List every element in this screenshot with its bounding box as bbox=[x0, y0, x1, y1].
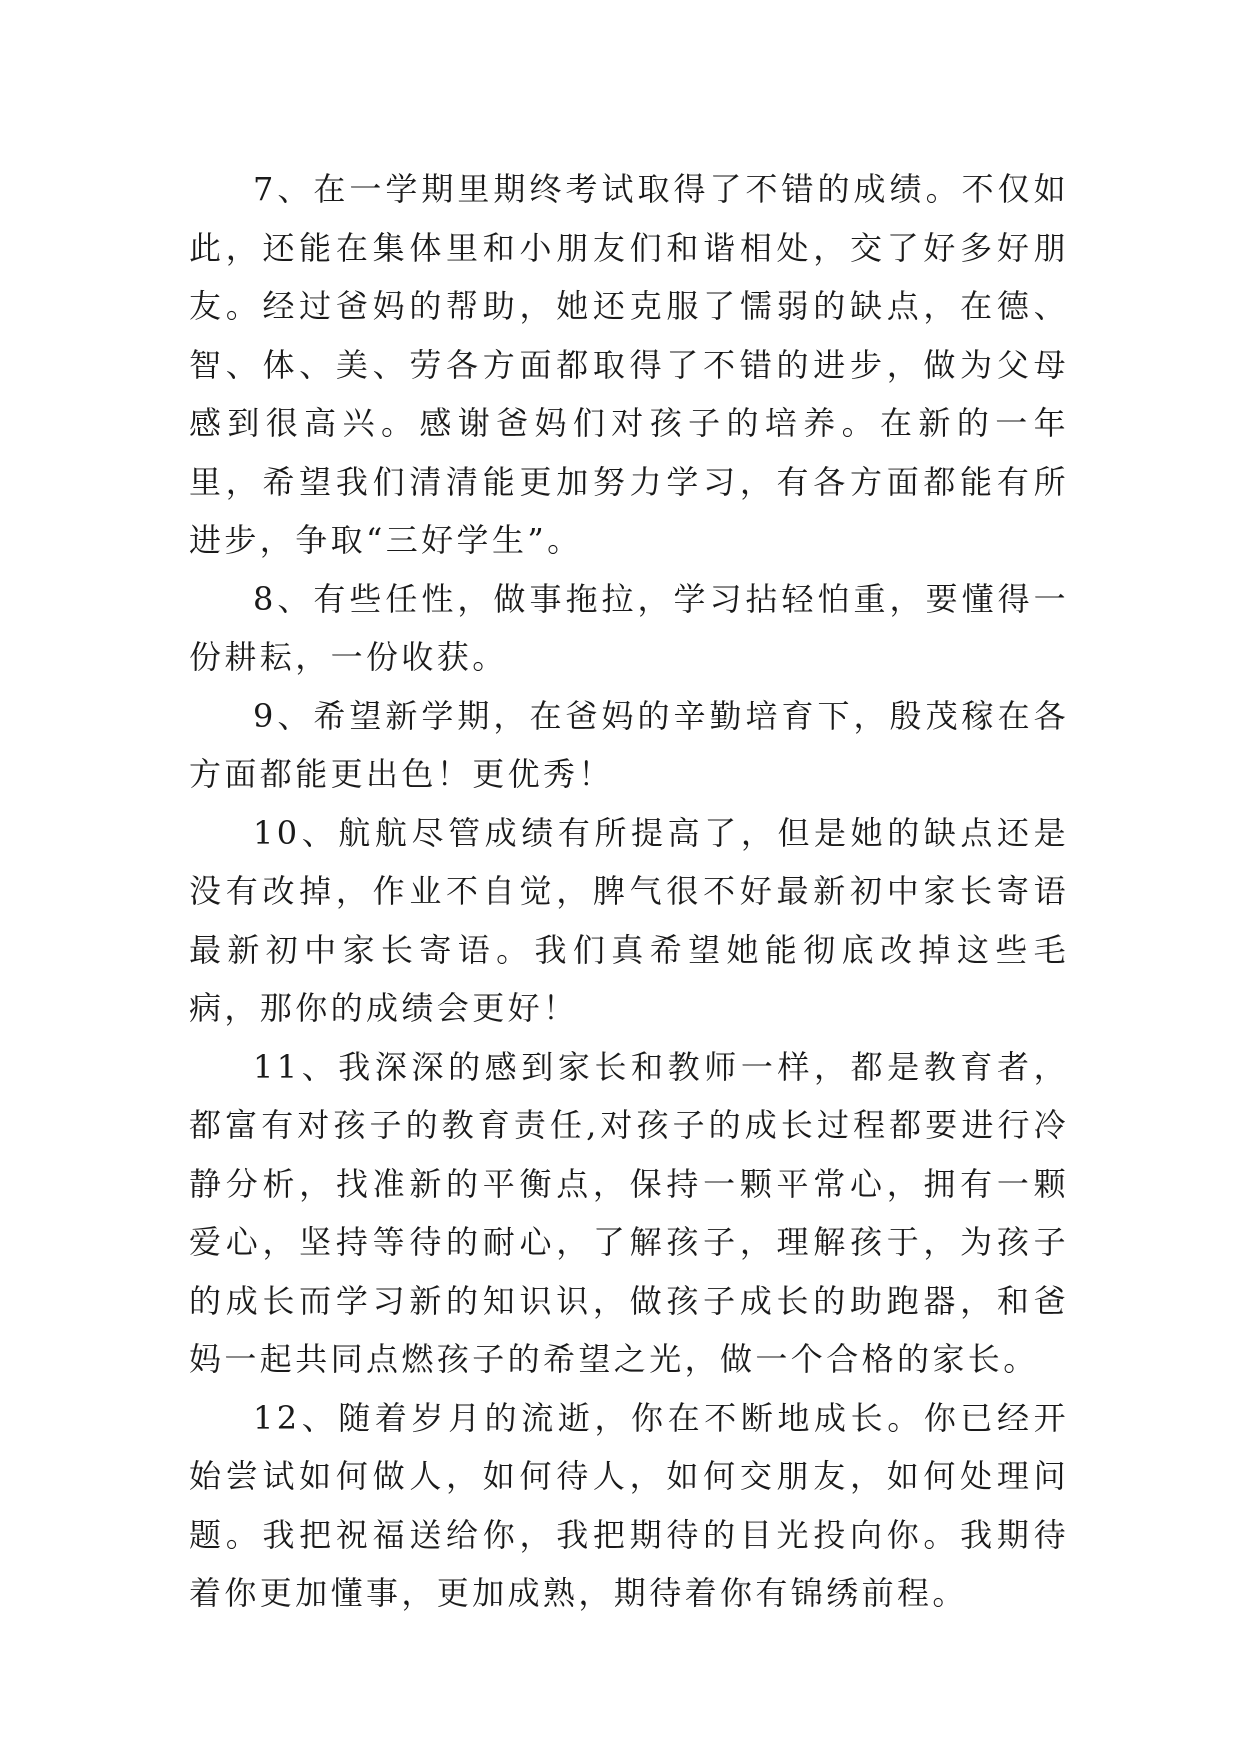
paragraph-9: 9、希望新学期，在爸妈的辛勤培育下，殷茂稼在各方面都能更出色！更优秀！ bbox=[189, 696, 1069, 793]
paragraph-8: 8、有些任性，做事拖拉，学习拈轻怕重，要懂得一份耕耘，一份收获。 bbox=[189, 579, 1069, 676]
paragraph-7: 7、在一学期里期终考试取得了不错的成绩。不仅如此，还能在集体里和小朋友们和谐相处，交了好多好朋友。经过爸妈的帮助，她还克服了懦弱的缺点，在德、智、体、美、劳各方面都取得了不错的进步，做为父母感到很高兴。感谢爸妈们对孩子的培养。在新的一年里，希望我们清清能更加努力学习，有各方面都能有所进步，争取“三好学生”。 bbox=[189, 170, 1069, 559]
paragraph-11: 11、我深深的感到家长和教师一样，都是教育者，都富有对孩子的教育责任,对孩子的成长过程都要进行冷静分析，找准新的平衡点，保持一颗平常心，拥有一颗爱心，坚持等待的耐心，了解孩子，理解孩于，为孩子的成长而学习新的知识识，做孩子成长的助跑器，和爸妈一起共同点燃孩子的希望之光，做一个合格的家长。 bbox=[189, 1047, 1069, 1378]
document-body bbox=[189, 160, 1069, 1623]
paragraph-12: 12、随着岁月的流逝，你在不断地成长。你已经开始尝试如何做人，如何待人，如何交朋友，如何处理问题。我把祝福送给你，我把期待的目光投向你。我期待着你更加懂事，更加成熟，期待着你有锦绣前程。 bbox=[189, 1398, 1069, 1612]
paragraph-10: 10、航航尽管成绩有所提高了，但是她的缺点还是没有改掉，作业不自觉，脾气很不好最新初中家长寄语最新初中家长寄语。我们真希望她能彻底改掉这些毛病，那你的成绩会更好！ bbox=[189, 813, 1069, 1027]
